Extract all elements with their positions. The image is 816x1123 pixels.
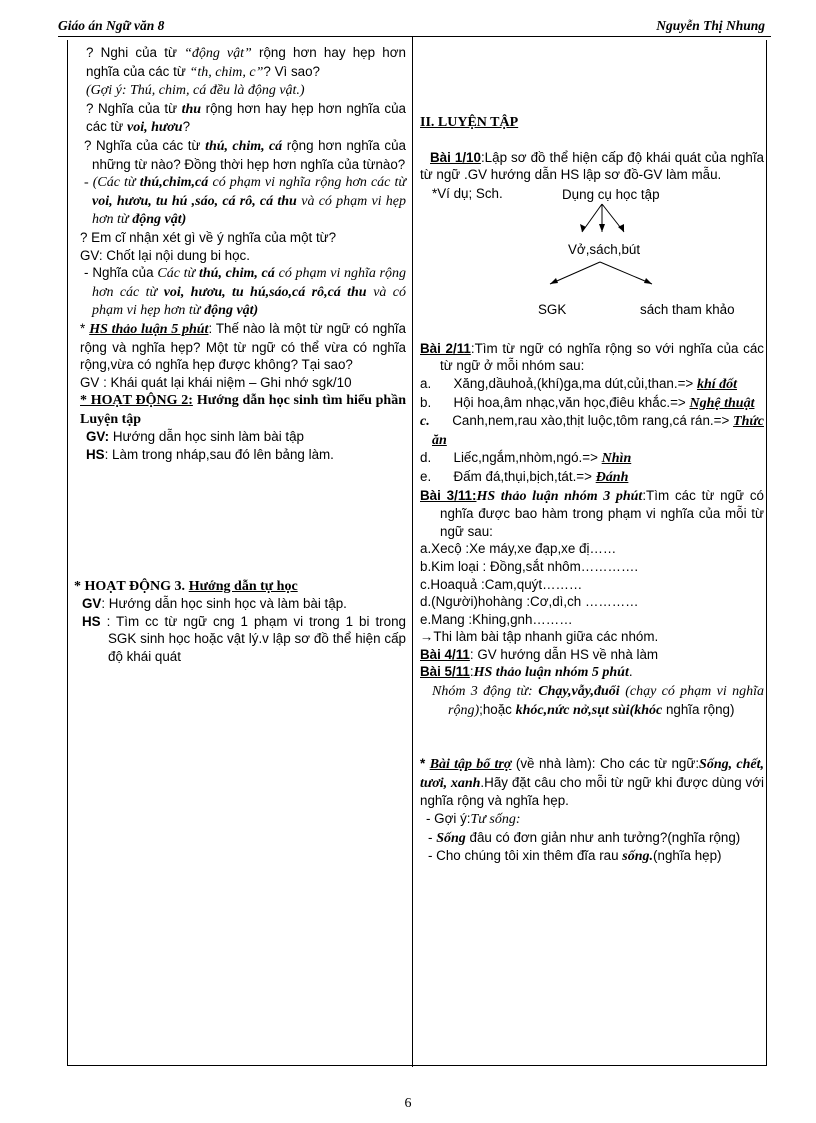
ex5-answer: Nhóm 3 động từ: Chạy,vẫy,đuổi (chạy có phạm vi nghĩa rộng);hoặc khóc,nức nở,sụt sùi(khóc nghĩa rộng) bbox=[432, 684, 764, 718]
ex3-note: →Thi làm bài tập nhanh giữa các nhóm. bbox=[420, 629, 659, 645]
ex2-d: d. Liếc,ngắm,nhòm,ngó.=> Nhìn bbox=[420, 450, 632, 467]
right-column bbox=[420, 113, 764, 866]
question-1: ? Nghi của từ “động vật” rộng hơn hay hẹp hơn nghĩa của các từ “th, chim, c”? Vì sao? bbox=[86, 45, 406, 80]
question-2: ? Nghĩa của từ thu rộng hơn hay hẹp hơn nghĩa của các từ voi, hươu? bbox=[86, 100, 406, 136]
note-scope: - Nghĩa của Các từ thú, chim, cá có phạm vi nghĩa rộng hơn các từ voi, hươu, tu hú,sáo,cá rô,cá thu và có phạm vi hẹp hơn từ động vật) bbox=[84, 265, 406, 319]
sentence-2: - Cho chúng tôi xin thêm đĩa rau sống.(nghĩa hẹp) bbox=[428, 848, 722, 865]
section-title: II. LUYỆN TẬP bbox=[420, 115, 519, 130]
exercise-3: Bài 3/11:HS thảo luận nhóm 3 phút:Tìm các từ ngữ có nghĩa được bao hàm trong phạm vi nghĩa của mỗi từ ngữ sau: bbox=[420, 487, 764, 539]
gv-selfstudy: GV: Hướng dẫn học sinh học và làm bài tập. bbox=[82, 596, 347, 612]
activity-2: * HOẠT ĐỘNG 2: Hướng dẫn học sinh tìm hiểu phần Luyện tập bbox=[80, 393, 406, 427]
arrow-head bbox=[550, 278, 558, 284]
page-number: 6 bbox=[404, 1096, 412, 1111]
left-column bbox=[74, 44, 406, 666]
ex3-b: b.Kim loại : Đồng,sắt nhôm…………. bbox=[420, 558, 639, 574]
tree-root: Dụng cụ học tập bbox=[562, 186, 660, 202]
table-border-bottom bbox=[67, 1065, 767, 1066]
ex3-c: c.Hoaquả :Cam,quýt……… bbox=[420, 576, 583, 592]
tree-leaf-2: sách tham khảo bbox=[640, 301, 735, 317]
hs-selfstudy: HS : Tìm cc từ ngữ cng 1 phạm vi trong 1 bi trong SGK sinh học hoặc vật lý.v lập sơ đồ thể hiện cấp độ khái quát bbox=[82, 613, 406, 665]
activity-3: * HOẠT ĐỘNG 3. Hướng dẫn tự học bbox=[74, 578, 298, 594]
tree-diagram bbox=[420, 184, 764, 320]
header-left: Giáo án Ngữ văn 8 bbox=[58, 18, 165, 33]
table-border-right bbox=[766, 40, 767, 1065]
arrow-head bbox=[599, 224, 605, 232]
ex3-d: d.(Người)hohàng :Cơ,dì,ch ………… bbox=[420, 594, 639, 610]
gv-conclusion: GV: Chốt lại nội dung bi học. bbox=[80, 247, 250, 263]
question-3: ? Nghĩa của các từ thú, chim, cá rộng hơn nghĩa của những từ nào? Đồng thời hẹp hơn nghĩa của từnào? bbox=[84, 137, 406, 172]
exercise-1: Bài 1/10:Lập sơ đồ thể hiện cấp độ khái quát của nghĩa từ ngữ .GV hướng dẫn HS lập sơ đồ-GV làm mẫu. bbox=[420, 149, 764, 183]
hs-discussion: * HS thảo luận 5 phút: Thế nào là một từ ngữ có nghĩa rộng và nghĩa hẹp? Một từ ngữ có thể vừa có nghĩa rộng,vừa có nghĩa hẹp được không? Tại sao? bbox=[80, 320, 406, 373]
ex2-b: b. Hội hoa,âm nhạc,văn học,điêu khắc.=> Nghệ thuật bbox=[420, 394, 755, 411]
sentence-1: - Sống đâu có đơn giản như anh tưởng?(nghĩa rộng) bbox=[428, 829, 741, 846]
table-divider bbox=[412, 37, 413, 1067]
ex3-e: e.Mang :Khing,gnh……… bbox=[420, 611, 573, 627]
extra-exercise: * Bài tập bổ trợ (về nhà làm): Cho các từ ngữ:Sống, chết, tươi, xanh.Hãy đặt câu cho mỗi từ ngữ khi được dùng với nghĩa rộng và nghĩa hẹp. bbox=[420, 756, 764, 809]
exercise-2: Bài 2/11:Tìm từ ngữ có nghĩa rộng so với nghĩa của các từ ngữ ở mỗi nhóm sau: bbox=[420, 340, 764, 374]
ex2-c: c. Canh,nem,rau xào,thịt luộc,tôm rang,cá rán.=> Thức ăn bbox=[420, 413, 764, 448]
ex2-e: e. Đấm đá,thụi,bịch,tát.=> Đánh bbox=[420, 468, 629, 485]
tree-edge bbox=[600, 262, 652, 284]
tree-leaf-1: SGK bbox=[538, 301, 567, 317]
gv-guide: GV: Hướng dẫn học sinh làm bài tập bbox=[86, 429, 305, 445]
page-header bbox=[58, 18, 765, 35]
example-label: *Ví dụ; Sch. bbox=[432, 185, 503, 201]
tree-edge bbox=[550, 262, 600, 284]
answer-3: - (Các từ thú,chim,cá có phạm vi nghĩa rộng hơn các từ voi, hươu, tu hú ,sáo, cá rô, cá thu và có phạm vi hẹp hơn từ động vật) bbox=[84, 175, 406, 228]
hs-work: HS: Làm trong nháp,sau đó lên bảng làm. bbox=[86, 447, 334, 463]
question-4: ? Em cĩ nhận xét gì về ý nghĩa của một từ? bbox=[80, 229, 337, 245]
hint-2: - Gợi ý:Tư sống: bbox=[426, 811, 521, 828]
ex2-a: a. Xăng,dầuhoả,(khí)ga,ma dút,củi,than.=> khí đốt bbox=[420, 375, 738, 392]
gv-summary: GV : Khái quát lại khái niệm – Ghi nhớ sgk/10 bbox=[80, 374, 352, 390]
hint: (Gợi ý: Thú, chim, cá đều là động vật.) bbox=[86, 83, 305, 99]
exercise-4: Bài 4/11: GV hướng dẫn HS về nhà làm bbox=[420, 646, 659, 662]
exercise-5: Bài 5/11:HS thảo luận nhóm 5 phút. bbox=[420, 664, 633, 681]
concept-tree bbox=[420, 184, 764, 320]
header-right: Nguyễn Thị Nhung bbox=[656, 18, 765, 33]
tree-mid: Vở,sách,bút bbox=[568, 241, 641, 257]
table-border-left bbox=[67, 40, 68, 1065]
ex3-a: a.Xecộ :Xe máy,xe đạp,xe đị…… bbox=[420, 541, 617, 557]
header-rule bbox=[58, 36, 771, 37]
arrow-head bbox=[644, 278, 652, 284]
